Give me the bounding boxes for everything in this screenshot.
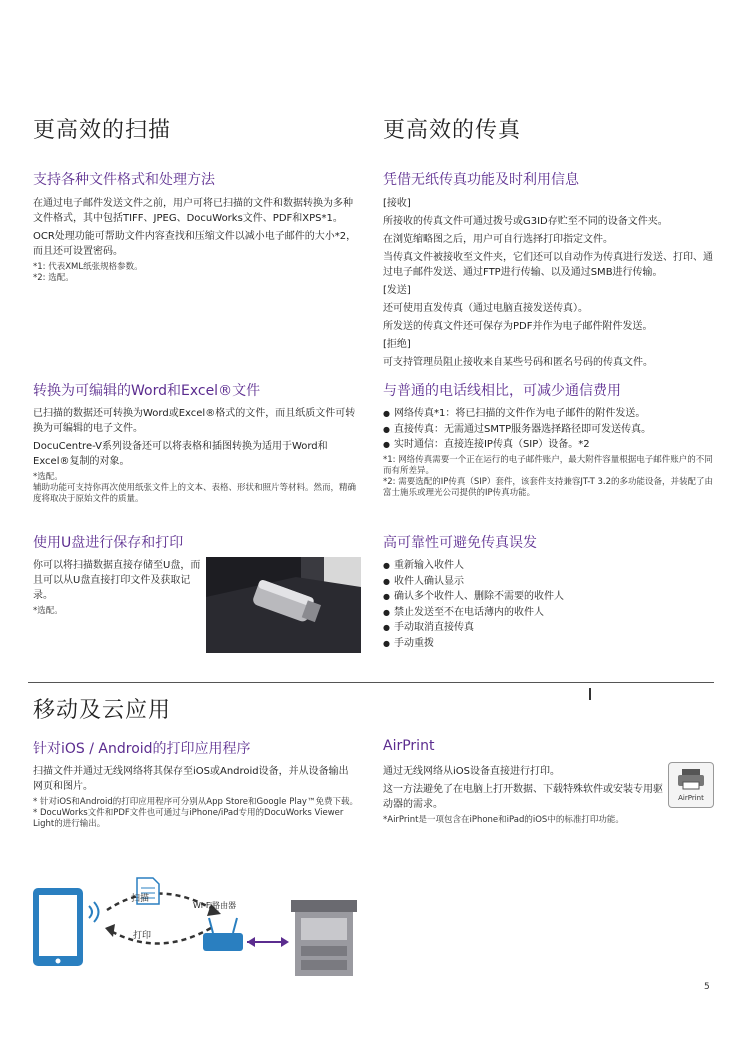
diagram-router-label: Wi-Fi路由器	[193, 901, 237, 910]
left-s3-body	[33, 558, 201, 617]
left-s2-body	[33, 406, 361, 505]
right-s1-line-6: 所发送的传真文件还可保存为PDF并作为电子邮件附件发送。	[383, 321, 653, 332]
right-s2-note1: *1: 网络传真需要一个正在运行的电子邮件账户，最大附件容量根据电子邮件账户的不同而有所差异。	[383, 454, 713, 476]
left-title: 更高效的扫描	[33, 118, 172, 143]
left-s1-note1: *1: 代表XML纸张规格参数。	[33, 262, 143, 272]
left-s1-note2: *2: 选配。	[33, 273, 74, 283]
bottom-left-body	[33, 764, 358, 830]
list-item: ● 重新输入收件人	[383, 558, 713, 574]
right-s3-heading: 高可靠性可避免传真误发	[383, 535, 537, 551]
page-number: 5	[704, 982, 710, 992]
right-s2-list	[383, 406, 713, 499]
list-item: ● 手动取消直接传真	[383, 620, 713, 636]
bottom-left-p1: 扫描文件并通过无线网络将其保存至iOS或Android设备，并从设备输出网页和图片。	[33, 766, 349, 792]
right-s1-line-4: [发送]	[383, 285, 411, 296]
usb-drive-photo	[206, 557, 361, 653]
bottom-right-note1: *AirPrint是一项包含在iPhone和iPad的iOS中的标准打印功能。	[383, 815, 624, 825]
right-title: 更高效的传真	[383, 118, 522, 143]
left-s3-heading: 使用U盘进行保存和打印	[33, 535, 184, 551]
right-s1-line-5: 还可使用直发传真（通过电脑直接发送传真）。	[383, 303, 588, 314]
left-s2-heading: 转换为可编辑的Word和Excel®文件	[33, 383, 261, 399]
bottom-left-note2: * DocuWorks文件和PDF文件也可通过与iPhone/iPad专用的DocuWorks Viewer Light的进行输出。	[33, 808, 344, 829]
left-s3-note1: *选配。	[33, 606, 63, 616]
right-s2-heading: 与普通的电话线相比，可减少通信费用	[383, 383, 621, 399]
printer-icon	[669, 763, 713, 793]
bottom-right-body	[383, 764, 663, 826]
left-s2-p2: DocuCentre-V系列设备还可以将表格和插图转换为适用于Word和Excel®复制的对象。	[33, 441, 328, 467]
bottom-right-heading: AirPrint	[383, 738, 435, 754]
right-s1-line-7: [拒绝]	[383, 339, 411, 350]
bottom-title: 移动及云应用	[33, 698, 172, 723]
bottom-right-p2: 这一方法避免了在电脑上打开数据、下载特殊软件或安装专用驱动器的需求。	[383, 784, 663, 810]
section-divider	[28, 682, 714, 683]
right-s1-heading: 凭借无纸传真功能及时利用信息	[383, 172, 579, 188]
left-s2-note1: *选配。	[33, 472, 63, 482]
right-s1-line-2: 在浏览缩略图之后，用户可自行选择打印指定文件。	[383, 234, 613, 245]
bottom-left-heading: 针对iOS / Android的打印应用程序	[33, 741, 251, 757]
bottom-left-note1: * 针对iOS和Android的打印应用程序可分别从App Store和Google Play™免费下载。	[33, 797, 358, 807]
right-s1-body	[383, 196, 713, 373]
list-item: ● 网络传真*1：将已扫描的文件作为电子邮件的附件发送。	[383, 406, 713, 422]
list-item: ● 禁止发送至不在电话薄内的收件人	[383, 605, 713, 621]
left-s1-p1: 在通过电子邮件发送文件之前，用户可将已扫描的文件和数据转换为多种文件格式，其中包括TIFF、JPEG、DocuWorks文件、PDF和XPS*1。	[33, 198, 353, 224]
divider-mark	[589, 688, 591, 700]
left-s2-note2: 辅助功能可支持你再次使用纸张文件上的文本、表格、形状和照片等材料。然而，精确度将取决于原始文件的质量。	[33, 483, 357, 504]
airprint-logo-label: AirPrint	[678, 794, 704, 802]
diagram-print-label: 打印	[133, 931, 152, 941]
list-item: ● 实时通信：直接连接IP传真（SIP）设备。*2	[383, 437, 713, 453]
right-s1-line-3: 当传真文件被接收至文件夹，它们还可以自动作为传真进行发送、打印、通过电子邮件发送、通过FTP进行传输、以及通过SMB进行传输。	[383, 252, 713, 278]
left-s2-p1: 已扫描的数据还可转换为Word或Excel®格式的文件，而且纸质文件可转换为可编辑的电子文件。	[33, 408, 356, 434]
right-s3-list	[383, 558, 713, 651]
list-item: ● 确认多个收件人、删除不需要的收件人	[383, 589, 713, 605]
list-item: ● 收件人确认显示	[383, 574, 713, 590]
mobile-print-diagram	[33, 858, 363, 998]
list-item: ● 手动重拨	[383, 636, 713, 652]
right-s1-line-0: [接收]	[383, 198, 411, 209]
left-s1-body	[33, 196, 361, 284]
left-s1-heading: 支持各种文件格式和处理方法	[33, 172, 215, 188]
bottom-right-p1: 通过无线网络从iOS设备直接进行打印。	[383, 766, 560, 777]
left-s3-p1: 你可以将扫描数据直接存储至U盘，而且可以从U盘直接打印文件及获取记录。	[33, 560, 201, 601]
right-s2-note2: *2: 需要选配的IP传真（SIP）套件，该套件支持兼容JT-T 3.2的多功能设备，并装配了由富士施乐或理光公司提供的IP传真功能。	[383, 476, 714, 498]
list-item: ● 直接传真：无需通过SMTP服务器选择路径即可发送传真。	[383, 422, 713, 438]
airprint-logo	[668, 762, 714, 808]
right-s1-line-1: 所接收的传真文件可通过拨号或G3ID存贮至不同的设备文件夹。	[383, 216, 668, 227]
right-s1-line-8: 可支持管理员阻止接收来自某些号码和匿名号码的传真文件。	[383, 357, 653, 368]
left-s1-p2: OCR处理功能可帮助文件内容查找和压缩文件以减小电子邮件的大小*2，而且还可设置密码。	[33, 231, 357, 257]
diagram-scan-label: 扫描	[131, 894, 150, 904]
